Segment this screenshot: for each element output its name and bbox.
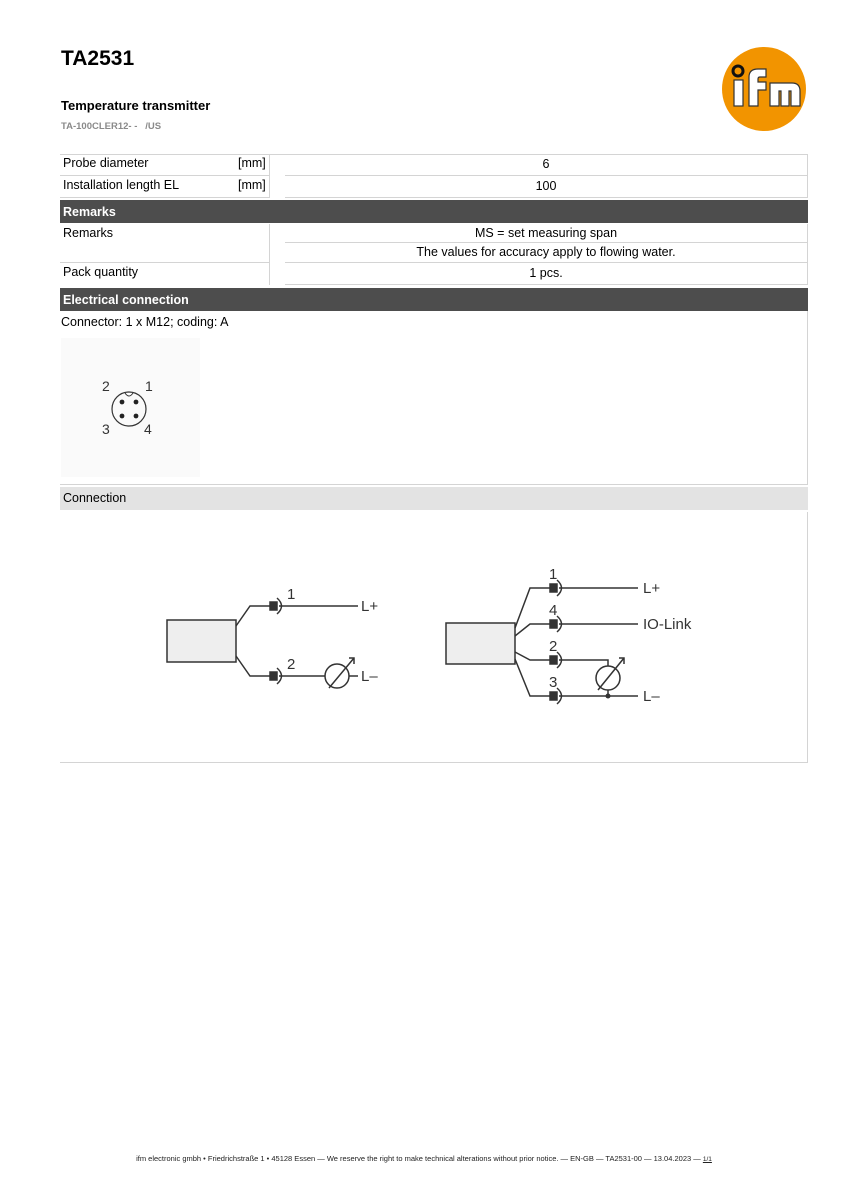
right-pin-2: 2 [549, 638, 558, 655]
pin-label-4: 4 [144, 421, 152, 437]
row-divider [285, 262, 808, 263]
row-divider [285, 284, 808, 285]
right-pin-3: 3 [549, 674, 558, 691]
remarks-heading: Remarks [60, 200, 808, 223]
row-divider [285, 175, 808, 176]
electrical-connection-heading: Electrical connection [60, 288, 808, 311]
remark-value-1: MS = set measuring span [474, 226, 618, 240]
left-label-lminus: L– [361, 668, 378, 685]
right-pin-1: 1 [549, 566, 558, 583]
pin-label-1: 1 [145, 378, 153, 394]
pin-label-3: 3 [102, 421, 110, 437]
product-subtitle: Temperature transmitter [61, 98, 211, 113]
right-label-iolink: IO-Link [643, 616, 692, 633]
spec-label-installation-length: Installation length EL [63, 178, 180, 192]
right-label-lminus: L– [643, 688, 660, 705]
right-label-lplus: L+ [643, 580, 661, 597]
column-divider [269, 155, 270, 197]
connector-pinout-image [61, 338, 200, 477]
row-divider [60, 175, 270, 176]
column-divider [807, 224, 808, 285]
pack-quantity-value: 1 pcs. [529, 266, 563, 280]
connector-text: Connector: 1 x M12; coding: A [61, 315, 229, 329]
type-code: TA-100CLER12- - /US [61, 121, 162, 132]
page-footer [0, 1154, 848, 1163]
left-pin-1: 1 [287, 586, 296, 603]
spec-label-probe-diameter: Probe diameter [63, 156, 149, 170]
spec-unit-installation-length: [mm] [238, 178, 266, 192]
table-rule [60, 154, 808, 155]
row-divider [285, 197, 808, 198]
column-divider [269, 224, 270, 285]
spec-unit-probe-diameter: [mm] [238, 156, 266, 170]
spec-value-probe-diameter: 6 [542, 157, 550, 171]
remark-value-2: The values for accuracy apply to flowing water. [416, 245, 676, 259]
right-pin-4: 4 [549, 602, 558, 619]
row-divider [60, 197, 270, 198]
wiring-diagram [60, 512, 808, 762]
row-divider [60, 762, 808, 763]
page-number: 1/1 [702, 1156, 712, 1163]
left-pin-2: 2 [287, 656, 296, 673]
product-title: TA2531 [61, 47, 135, 70]
spec-value-installation-length: 100 [535, 179, 557, 193]
row-divider [285, 242, 808, 243]
column-divider [807, 155, 808, 197]
remarks-label: Remarks [63, 226, 114, 240]
column-divider [807, 512, 808, 762]
ifm-logo [722, 47, 806, 131]
row-divider [60, 484, 808, 485]
pin-label-2: 2 [102, 378, 110, 394]
row-divider [60, 262, 270, 263]
connection-heading: Connection [60, 487, 808, 510]
left-label-lplus: L+ [361, 598, 379, 615]
footer-text: ifm electronic gmbh • Friedrichstraße 1 • 45128 Essen — We reserve the right to make technical alterations without prior notice. — EN-GB — TA2531-00 — 13.04.2023 — [136, 1154, 701, 1163]
pack-quantity-label: Pack quantity [63, 265, 139, 279]
column-divider [807, 311, 808, 485]
